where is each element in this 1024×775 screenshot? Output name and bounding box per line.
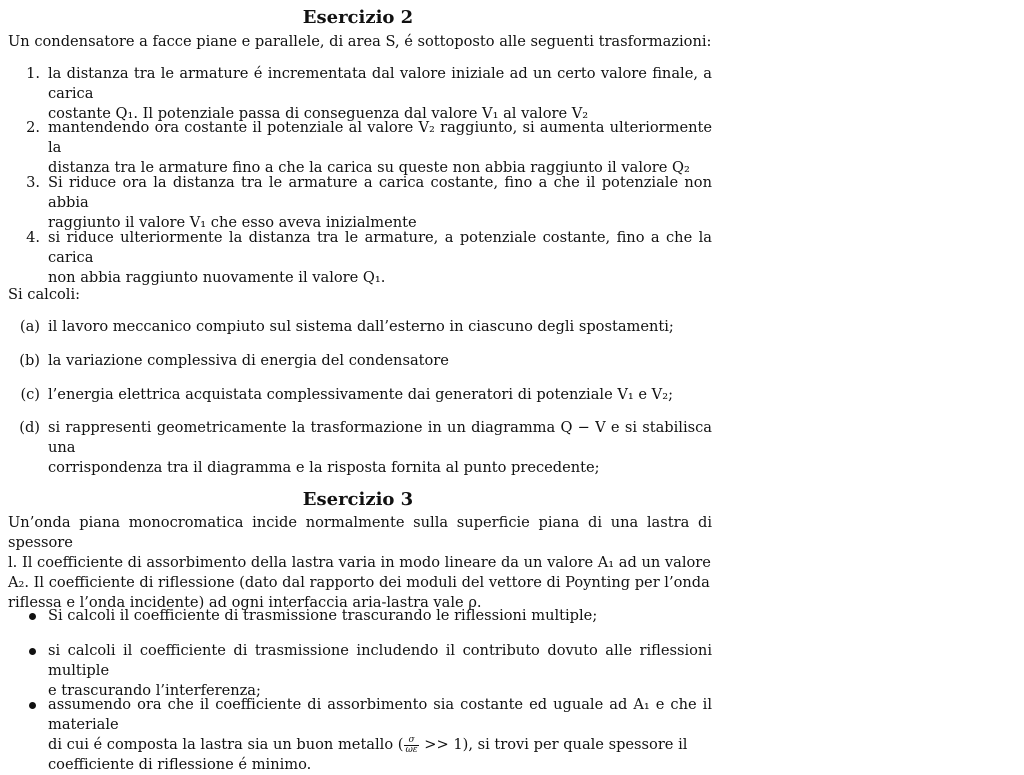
step-text	[48, 173, 712, 233]
question-text	[48, 351, 712, 371]
bullet-icon	[29, 613, 36, 620]
step-line: distanza tra le armature fino a che la carica su queste non abbia raggiunto il valore Q₂	[48, 159, 690, 176]
question-line: la variazione complessiva di energia del condensatore	[48, 352, 449, 369]
sigma-over-omega-epsilon-fraction	[404, 736, 418, 755]
fraction-denominator: ωε	[405, 744, 418, 755]
question-marker: (b)	[19, 352, 40, 369]
fraction-numerator: σ	[404, 736, 418, 746]
exercise-2-prompt: Si calcoli:	[8, 286, 81, 303]
step-text	[48, 228, 712, 288]
step-line: non abbia raggiunto nuovamente il valore Q₁.	[48, 269, 386, 286]
bullet-icon	[29, 648, 36, 655]
step-line: costante Q₁. Il potenziale passa di conseguenza dal valore V₁ al valore V₂	[48, 105, 589, 122]
question-marker: (a)	[19, 318, 40, 335]
bullet-text	[48, 641, 712, 701]
step-line: raggiunto il valore V₁ che esso aveva inizialmente	[48, 214, 417, 231]
intro-line: riflessa e l’onda incidente) ad ogni interfaccia aria-lastra vale ρ.	[8, 594, 482, 611]
question-marker: (c)	[20, 386, 40, 403]
step-text	[48, 64, 712, 124]
step-line: si riduce ulteriormente la distanza tra le armature, a potenziale costante, fino a che la carica	[48, 229, 712, 266]
question-text	[48, 317, 712, 337]
step-line: la distanza tra le armature é incrementata dal valore iniziale ad un certo valore finale, a carica	[48, 65, 712, 102]
question-line: l’energia elettrica acquistata complessivamente dai generatori di potenziale V₁ e V₂;	[48, 386, 673, 403]
bullet-line: Si calcoli il coefficiente di trasmissione trascurando le riflessioni multiple;	[48, 607, 598, 624]
step-marker: 2.	[26, 119, 40, 136]
bullet-line	[48, 735, 712, 755]
bullet-line-part: >> 1), si trovi per quale spessore il	[419, 736, 688, 753]
intro-line: l. Il coefficiente di assorbimento della lastra varia in modo lineare da un valore A₁ ad un valore	[8, 554, 711, 571]
intro-line: Un’onda piana monocromatica incide normalmente sulla superficie piana di una lastra di spessore	[8, 514, 712, 551]
bullet-line: si calcoli il coefficiente di trasmissione includendo il contributo dovuto alle riflessioni multiple	[48, 642, 712, 679]
step-marker: 1.	[26, 65, 40, 82]
bullet-line: assumendo ora che il coefficiente di assorbimento sia costante ed uguale ad A₁ e che il materiale	[48, 696, 712, 733]
exercise-3-intro	[8, 513, 712, 613]
bullet-text	[48, 695, 712, 775]
bullet-text	[48, 606, 712, 626]
question-line: si rappresenti geometricamente la trasformazione in un diagramma Q − V e si stabilisca una	[48, 419, 712, 456]
question-marker: (d)	[19, 419, 40, 436]
bullet-line: coefficiente di riflessione é minimo.	[48, 756, 312, 773]
step-marker: 3.	[26, 174, 40, 191]
exercise-2-intro: Un condensatore a facce piane e parallele, di area S, é sottoposto alle seguenti trasformazioni:	[8, 33, 712, 50]
step-line: mantendendo ora costante il potenziale al valore V₂ raggiunto, si aumenta ulteriormente la	[48, 119, 712, 156]
question-line: corrispondenza tra il diagramma e la risposta fornita al punto precedente;	[48, 459, 600, 476]
question-line: il lavoro meccanico compiuto sul sistema dall’esterno in ciascuno degli spostamenti;	[48, 318, 674, 335]
step-line: Si riduce ora la distanza tra le armature a carica costante, fino a che il potenziale non abbia	[48, 174, 712, 211]
bullet-icon	[29, 702, 36, 709]
question-text	[48, 385, 712, 405]
step-marker: 4.	[26, 229, 40, 246]
intro-line: A₂. Il coefficiente di riflessione (dato dal rapporto dei moduli del vettore di Poynting per l’onda	[8, 574, 710, 591]
bullet-line-part: di cui é composta la lastra sia un buon metallo (	[48, 736, 404, 753]
exercise-3-title: Esercizio 3	[302, 489, 414, 510]
question-text	[48, 418, 712, 478]
step-text	[48, 118, 712, 178]
bullet-line: e trascurando l’interferenza;	[48, 682, 261, 699]
exercise-2-title: Esercizio 2	[302, 7, 414, 28]
